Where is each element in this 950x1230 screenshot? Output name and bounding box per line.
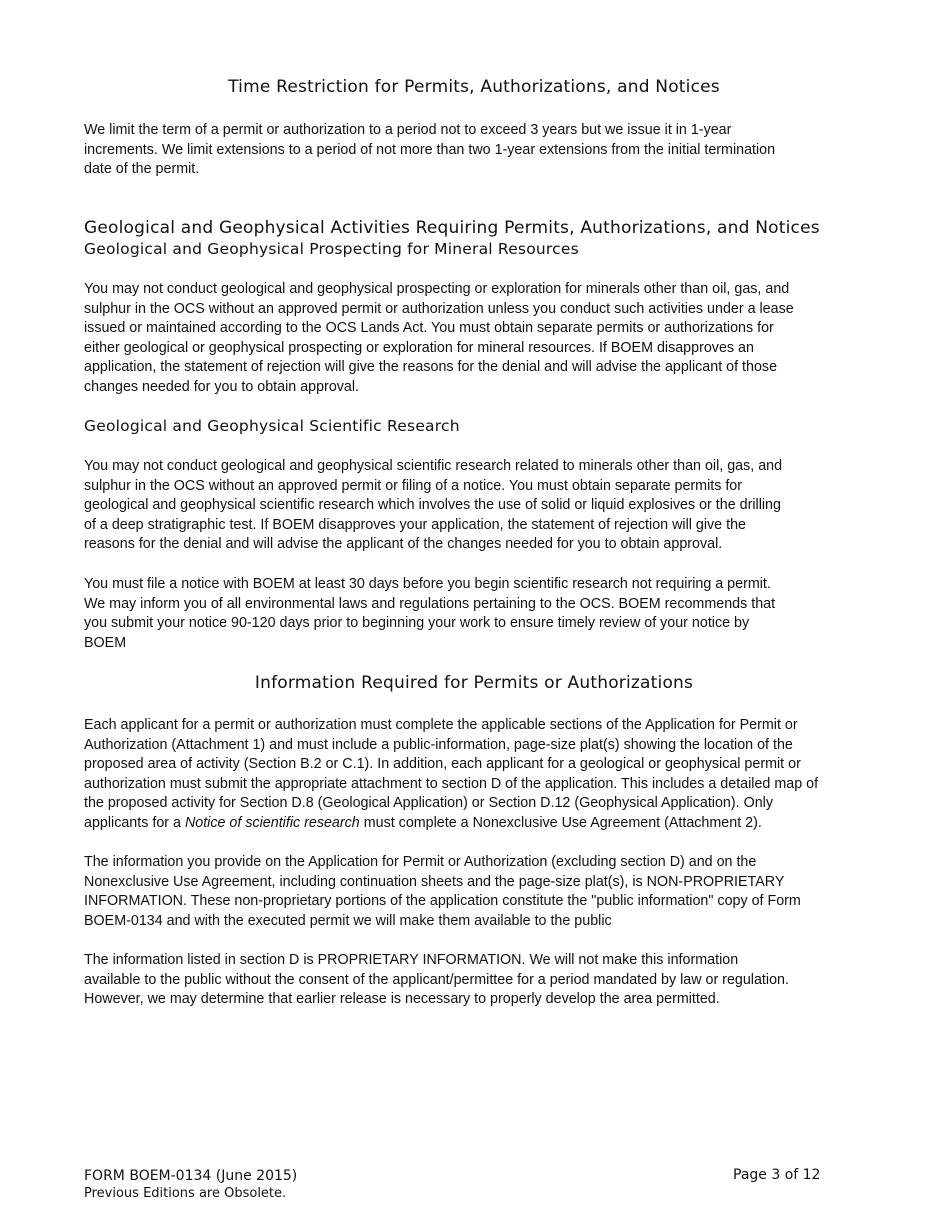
text-line: of a deep stratigraphic test. If BOEM disapproves your application, the statement of rejection will give the [84,516,746,533]
paragraph-prospecting [84,280,896,398]
text-line: The information you provide on the Application for Permit or Authorization (excluding section D) and on the [84,854,757,870]
text-line: sulphur in the OCS without an approved permit or filing of a notice. You must obtain separate permits for [84,477,743,494]
paragraph-application-requirements [84,716,896,834]
paragraph-time-restriction [84,121,896,180]
text-line: increments. We limit extensions to a period of not more than two 1-year extensions from the initial termination [84,141,776,158]
text-line: You may not conduct geological and geophysical scientific research related to minerals other than oil, gas, and [84,458,783,474]
paragraph-non-proprietary [84,853,896,931]
text-line: Nonexclusive Use Agreement, including continuation sheets and the page-size plat(s), is NON-PROPRIETARY [84,873,785,890]
footer-form-info [84,1167,297,1203]
text-line: sulphur in the OCS without an approved permit or authorization unless you conduct such activities under a lease [84,300,794,317]
text-line: you submit your notice 90-120 days prior to beginning your work to ensure timely review of your notice by [84,615,750,632]
text-line: Each applicant for a permit or authorization must complete the applicable sections of the Application for Permit or [84,717,798,733]
text-line: You may not conduct geological and geophysical prospecting or exploration for minerals other than oil, gas, and [84,281,790,297]
text-line: You must file a notice with BOEM at least 30 days before you begin scientific research not requiring a permit. [84,576,771,592]
subheading-scientific-research: Geological and Geophysical Scientific Research [84,417,460,435]
subheading-prospecting: Geological and Geophysical Prospecting for Mineral Resources [84,240,579,258]
text-line: authorization must submit the appropriate attachment to section D of the application. This includes a detailed map of [84,775,819,792]
heading-time-restriction: Time Restriction for Permits, Authorizations, and Notices [228,77,720,97]
text-line: We may inform you of all environmental laws and regulations pertaining to the OCS. BOEM recommends that [84,595,776,612]
text-fragment: applicants for a [84,814,185,831]
heading-information-required: Information Required for Permits or Authorizations [254,673,694,693]
text-line: available to the public without the consent of the applicant/permittee for a period mandated by law or regulation. [84,971,789,988]
emphasis-notice-of-scientific-research: Notice of scientific research [184,814,360,831]
text-line: changes needed for you to obtain approval. [84,378,360,395]
footer-form-number: FORM BOEM-0134 (June 2015) [84,1168,298,1184]
text-line: application, the statement of rejection will give the reasons for the denial and will advise the applicant of those [84,359,778,376]
text-line: INFORMATION. These non-proprietary portions of the application constitute the "public information" copy of Form [84,893,801,910]
paragraph-proprietary [84,951,896,1010]
footer-page-number: Page 3 of 12 [733,1167,821,1183]
paragraph-scientific-research [84,457,896,555]
paragraph-notice-filing [84,575,896,653]
text-line: We limit the term of a permit or authorization to a period not to exceed 3 years but we issue it in 1-year [84,122,732,138]
text-line: BOEM-0134 and with the executed permit we will make them available to the public [84,912,612,929]
text-line: Authorization (Attachment 1) and must include a public-information, page-size plat(s) showing the location of the [84,736,793,753]
text-line: date of the permit. [84,161,200,178]
heading-activities-requiring-permits: Geological and Geophysical Activities Requiring Permits, Authorizations, and Notices [84,218,820,238]
text-line: issued or maintained according to the OCS Lands Act. You must obtain separate permits or authorizations for [84,320,774,337]
text-line: BOEM [84,634,127,651]
text-fragment: must complete a Nonexclusive Use Agreement (Attachment 2). [359,814,762,831]
text-line: reasons for the denial and will advise the applicant of the changes needed for you to obtain approval. [84,536,723,553]
text-line: either geological or geophysical prospecting or exploration for mineral resources. If BOEM disapproves an [84,339,754,356]
text-line: geological and geophysical scientific research which involves the use of solid or liquid explosives or the drilling [84,497,781,514]
footer-obsolete-note: Previous Editions are Obsolete. [84,1186,287,1201]
text-line [84,814,896,834]
text-line: The information listed in section D is PROPRIETARY INFORMATION. We will not make this information [84,952,739,968]
text-line: However, we may determine that earlier release is necessary to properly develop the area permitted. [84,991,720,1008]
text-line: proposed area of activity (Section B.2 or C.1). In addition, each applicant for a geological or geophysical permit or [84,756,801,773]
text-line: the proposed activity for Section D.8 (Geological Application) or Section D.12 (Geophysical Application). Only [84,795,773,812]
